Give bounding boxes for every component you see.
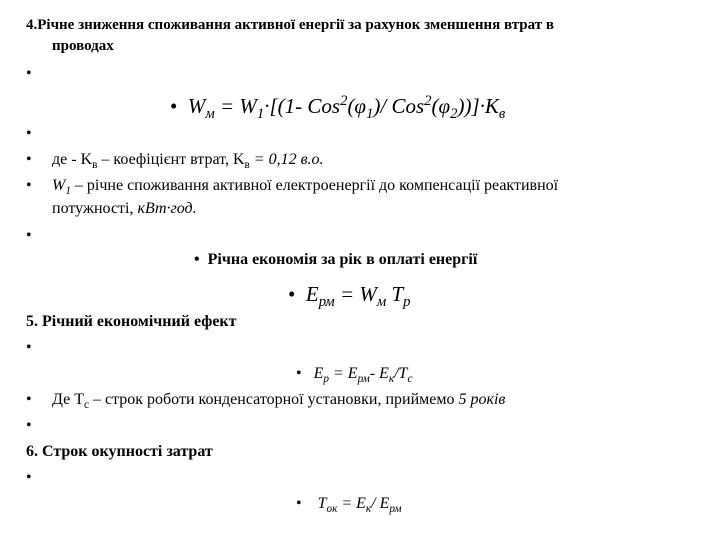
bullet-empty-3: •: [26, 227, 32, 244]
bullet-empty-6: •: [26, 469, 32, 486]
annual-savings-heading: • Річна економія за рік в оплаті енергії: [194, 251, 478, 268]
formula-w-annual: • $W_м = W_1\cdot[(1-$ $Cos^2(\varphi_1)/$ $Cos^2(\varphi_2))]\cdot K_в$: [170, 93, 506, 123]
heading-5: 5. Річний економічний ефект: [26, 313, 237, 330]
formula-w-lhs: $W_м$: [187, 94, 215, 123]
bullet-marker: •: [170, 94, 178, 118]
bullet-empty-4: •: [26, 339, 32, 356]
bullet-marker: •: [296, 365, 302, 382]
bullet-def-tc: •: [26, 391, 32, 408]
formula-e-rm: • $E_{рм} = W_м$ $T_p$: [288, 282, 411, 311]
definition-w1-line2: потужності, кВт·год.: [52, 200, 197, 217]
bullet-empty-2: •: [26, 125, 32, 142]
heading-6: 6. Строк окупності затрат: [26, 443, 213, 460]
definition-k-loss: де - $K_в$ – коефіцієнт втрат, $K_в = 0,12$ в.о.: [52, 151, 324, 172]
heading-4-line2: проводах: [52, 38, 114, 54]
formula-e-p: • $E_p = E_{рм}-$ $E_к/T_c$: [296, 365, 413, 386]
bullet-marker: •: [194, 251, 200, 268]
definition-w1-line1: $W_1$ – річне споживання активної електроенергії до компенсації реактивної: [52, 177, 559, 198]
bullet-empty-1: •: [26, 65, 32, 82]
bullet-def-k: •: [26, 151, 32, 168]
bullet-empty-5: •: [26, 417, 32, 434]
bullet-marker: •: [296, 495, 302, 512]
bullet-def-w1: •: [26, 177, 32, 194]
definition-tc: Де $T_c$ – строк роботи конденсаторної установки, приймемо 5 років: [52, 391, 506, 412]
bullet-marker: •: [288, 282, 296, 306]
formula-t-ok: • $T_{ок} = E_к/$ $E_{рм}$: [296, 495, 402, 516]
heading-4-line1: 4.Річне зниження споживання активної енергії за рахунок зменшення втрат в: [26, 17, 554, 33]
